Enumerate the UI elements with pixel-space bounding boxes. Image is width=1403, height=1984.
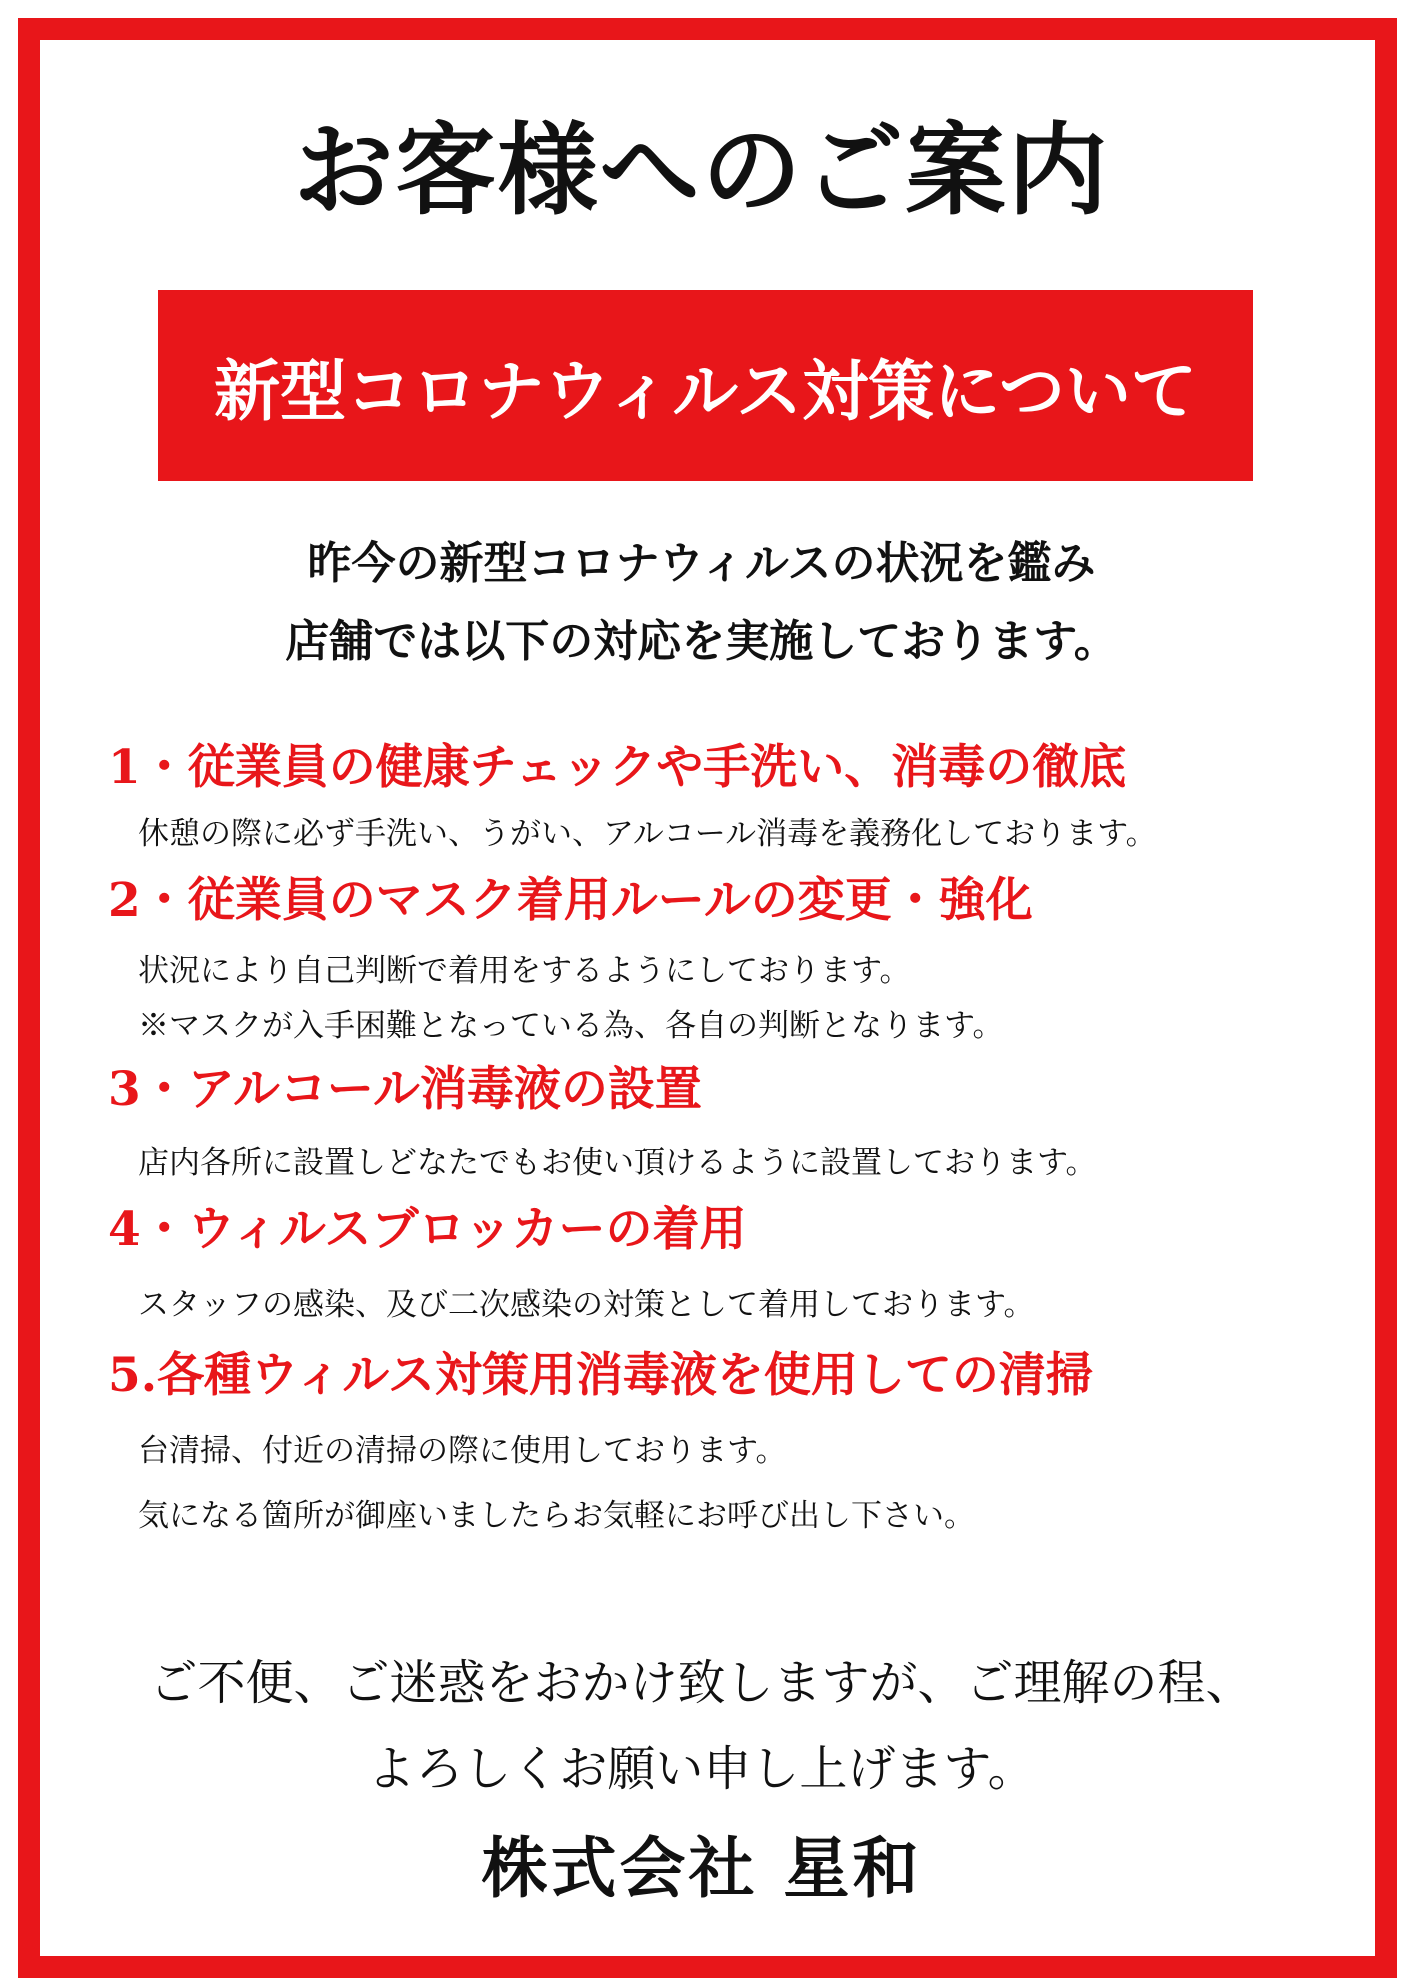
closing-line-2: よろしくお願い申し上げます。 xyxy=(367,1741,1036,1797)
item-2-detail-1: 状況により自己判断で着用をするようにしております。 xyxy=(138,953,911,989)
item-2-detail-2: ※マスクが入手困難となっている為、各自の判断となります。 xyxy=(138,1008,1004,1044)
notice-title: お客様へのご案内 xyxy=(293,111,1110,229)
item-1-heading: 1・従業員の健康チェックや手洗い、消毒の徹底 xyxy=(108,740,1127,795)
intro-line-2: 店舗では以下の対応を実施しております。 xyxy=(285,616,1118,667)
item-5-detail-2: 気になる箇所が御座いましたらお気軽にお呼び出し下さい。 xyxy=(138,1498,975,1534)
item-2-heading: 2・従業員のマスク着用ルールの変更・強化 xyxy=(108,873,1033,928)
intro-line-1: 昨今の新型コロナウィルスの状況を鑑み xyxy=(307,538,1096,589)
closing-message xyxy=(0,1640,1403,1812)
item-3-heading: 3・アルコール消毒液の設置 xyxy=(108,1062,702,1117)
intro-text xyxy=(0,525,1403,681)
item-1-detail-1: 休憩の際に必ず手洗い、うがい、アルコール消毒を義務化しております。 xyxy=(138,816,1157,852)
banner-text: 新型コロナウィルス対策について xyxy=(214,352,1197,430)
item-5-detail-1: 台清掃、付近の清掃の際に使用しております。 xyxy=(138,1433,787,1469)
company-name: 株式会社 星和 xyxy=(481,1829,922,1907)
item-5-heading: 5.各種ウィルス対策用消毒液を使用しての清掃 xyxy=(108,1348,1093,1403)
closing-line-1: ご不便、ご迷惑をおかけ致しますが、ご理解の程、 xyxy=(149,1655,1254,1711)
item-4-detail-1: スタッフの感染、及び二次感染の対策として着用しております。 xyxy=(138,1287,1035,1323)
item-3-detail-1: 店内各所に設置しどなたでもお使い頂けるように設置しております。 xyxy=(138,1145,1097,1181)
item-4-heading: 4・ウィルスブロッカーの着用 xyxy=(108,1202,747,1257)
topic-banner xyxy=(158,290,1253,481)
